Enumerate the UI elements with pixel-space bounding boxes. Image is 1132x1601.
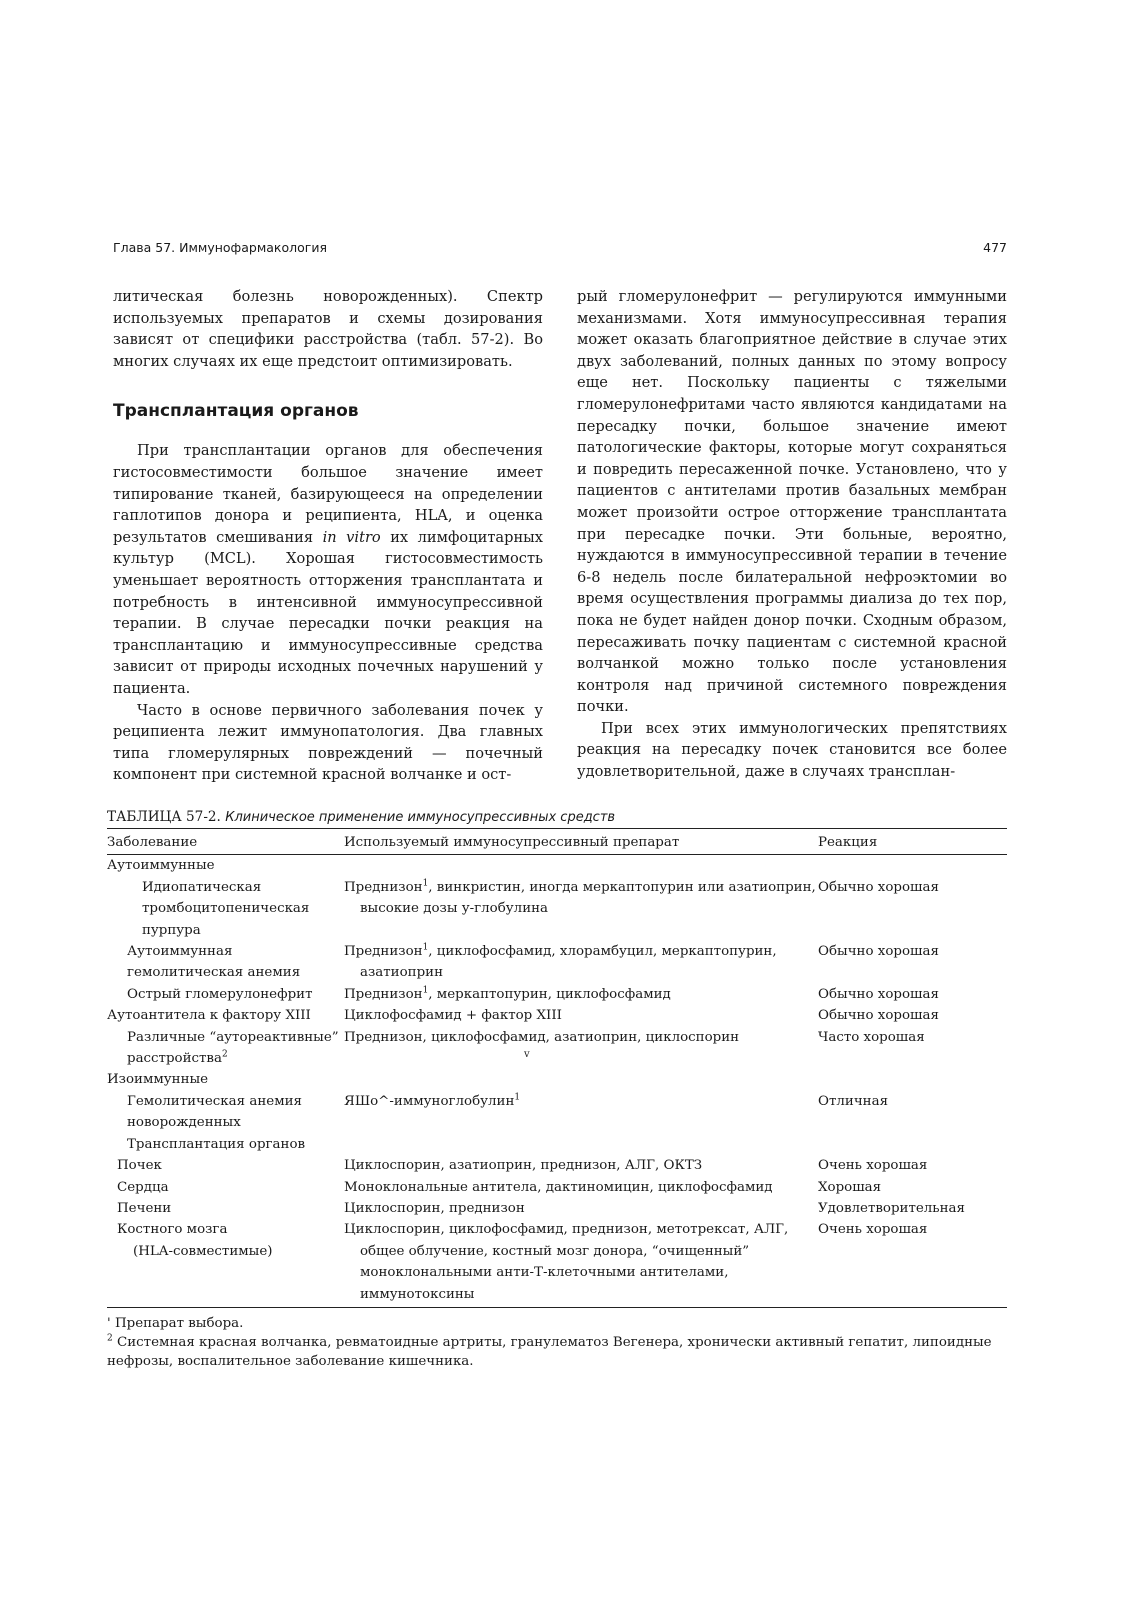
disease-subtext: (HLA-совместимые) xyxy=(133,1243,273,1259)
table-group-row xyxy=(107,855,1007,877)
drug-cell xyxy=(344,984,818,1005)
table-caption xyxy=(107,808,1007,827)
drug-cell: Моноклональные антитела, дактиномицин, циклофосфамид xyxy=(344,1179,773,1195)
footnote-mark: 2 xyxy=(107,1333,113,1344)
drug-cell xyxy=(344,877,818,941)
text-run: их лимфоцитарных культур (MCL). Хорошая гистосовместимость уменьшает вероятность отторжения трансплантата и потребность в интенсивной иммуносупрессивной терапии. В случае пересадки почки реакция на трансплантацию и иммуносупрессивные средства зависит от природы исходных почечных нарушений у пациента. xyxy=(113,528,544,697)
footnote-mark: 1 xyxy=(422,942,429,953)
response-cell: Обычно хорошая xyxy=(818,1008,939,1024)
drug-cell: Циклофосфамид + фактор XIII xyxy=(344,1008,562,1024)
footnote-mark: 1 xyxy=(514,1092,521,1103)
response-cell: Хорошая xyxy=(818,1179,882,1195)
drug-text: Преднизон xyxy=(344,944,423,960)
drug-cell xyxy=(344,1219,818,1307)
column-header: Используемый иммуносупрессивный препарат xyxy=(344,829,818,855)
table-row xyxy=(107,941,1007,984)
response-cell: Обычно хорошая xyxy=(818,944,939,960)
running-head xyxy=(113,240,1007,264)
stray-mark: v xyxy=(524,1049,530,1061)
disease-cell: Гемолитическая анемия новорожденных xyxy=(127,1093,302,1131)
footnote-text: Системная красная волчанка, ревматоидные артриты, гранулематоз Вегенера, хронически активный гепатит, липоидные нефрозы, воспалительное заболевание кишечника. xyxy=(107,1334,992,1369)
disease-cell: Острый гломерулонефрит xyxy=(127,986,313,1002)
footnote-text: Препарат выбора. xyxy=(110,1315,244,1331)
drug-text: , меркаптопурин, циклофосфамид xyxy=(428,986,671,1002)
paragraph: рый гломерулонефрит — регулируются иммунными механизмами. Хотя иммуносупрессивная терапия может оказать благоприятное действие в случае этих двух заболеваний, полных данных по этому вопросу еще нет. Поскольку пациенты с тяжелыми гломерулонефритами часто являются кандидатами на пересадку почки, большое значение имеют патологические факторы, которые могут сохраняться и повредить пересаженной почке. Установлено, что у пациентов с антителами против базальных мембран может произойти острое отторжение трансплантата при пересадке почки. Эти больные, вероятно, нуждаются в иммуносупрессивной терапии в течение 6-8 недель после билатеральной нефроэктомии во время осуществления программы диализа до тех пор, пока не будет найден донор почки. Сходным образом, пересаживать почку пациентам с системной красной волчанкой можно только после установления контроля над причиной системного повреждения почки. xyxy=(577,288,1007,716)
drug-text: , винкристин, иногда меркаптопурин или азатиоприн, высокие дозы у-глобулина xyxy=(360,879,816,917)
drug-cell xyxy=(344,1027,818,1070)
footnote-mark: 2 xyxy=(221,1049,228,1060)
footnote xyxy=(107,1314,1007,1333)
table-row xyxy=(107,1091,1007,1134)
response-cell: Удовлетворительная xyxy=(818,1200,965,1216)
table-row xyxy=(107,1005,1007,1026)
table-footnotes xyxy=(107,1314,1007,1371)
page-number: 477 xyxy=(983,240,1007,255)
disease-cell: Сердца xyxy=(117,1179,169,1195)
drug-text: Преднизон xyxy=(344,986,423,1002)
table-row xyxy=(107,984,1007,1005)
footnote xyxy=(107,1333,1007,1371)
disease-cell: Аутоиммунная гемолитическая анемия xyxy=(127,944,301,981)
table-row xyxy=(107,1177,1007,1198)
table-subgroup-row xyxy=(107,1134,1007,1155)
response-cell: Очень хорошая xyxy=(818,1219,1007,1307)
drug-cell xyxy=(344,1091,818,1134)
group-label: Изоиммунные xyxy=(107,1072,209,1088)
column-header: Реакция xyxy=(818,829,1007,855)
table-row xyxy=(107,1219,1007,1307)
table-row xyxy=(107,1155,1007,1176)
footnote-mark: ' xyxy=(107,1315,111,1331)
drug-text: ЯШо^-иммуноглобулин xyxy=(344,1093,515,1109)
drug-cell: Циклоспорин, азатиоприн, преднизон, АЛГ, ОКТЗ xyxy=(344,1158,703,1174)
table-block xyxy=(107,808,1007,1371)
drug-text: Циклоспорин, циклофосфамид, преднизон, метотрексат, АЛГ, общее облучение, костный мозг донора, “очищенный” моноклональными анти-Т-клеточными антителами, иммунотоксины xyxy=(344,1222,789,1302)
disease-cell: Почек xyxy=(117,1158,162,1174)
table-caption-label: ТАБЛИЦА 57-2. xyxy=(107,809,221,825)
drug-text: Преднизон xyxy=(344,879,423,895)
disease-text: Костного мозга xyxy=(117,1222,228,1238)
left-column xyxy=(113,286,543,786)
table-row xyxy=(107,1027,1007,1070)
text-run: При трансплантации органов для обеспечения гистосовместимости большое значение имеет типирование тканей, базирующееся на определении гаплотипов донора и реципиента, HLA, и оценка результатов смешивания xyxy=(113,442,543,546)
italic-term: in vitro xyxy=(322,528,381,546)
disease-cell: Идиопатическая тромбоцитопеническая пурпура xyxy=(142,879,310,938)
response-cell: Отличная xyxy=(818,1093,889,1109)
disease-cell: Печени xyxy=(117,1200,172,1216)
right-column xyxy=(577,286,1007,783)
table-group-row xyxy=(107,1069,1007,1090)
disease-text: Различные “аутореактивные” расстройства xyxy=(127,1029,339,1067)
section-heading: Трансплантация органов xyxy=(113,401,359,422)
disease-cell: Аутоантитела к фактору XIII xyxy=(107,1008,311,1024)
response-cell: Обычно хорошая xyxy=(818,986,939,1002)
disease-cell xyxy=(107,1027,344,1070)
footnote-mark: 1 xyxy=(422,878,429,889)
group-label: Аутоиммунные xyxy=(107,858,215,874)
response-cell: Обычно хорошая xyxy=(818,879,939,895)
column-header: Заболевание xyxy=(107,829,344,855)
chapter-title: Глава 57. Иммунофармакология xyxy=(113,240,327,255)
paragraph: При всех этих иммунологических препятствиях реакция на пересадку почек становится все более удовлетворительной, даже в случаях трансплан- xyxy=(577,719,1007,781)
table-caption-title: Клиническое применение иммуносупрессивных средств xyxy=(225,810,616,825)
table-row xyxy=(107,877,1007,941)
response-cell: Очень хорошая xyxy=(818,1158,928,1174)
paragraph: Часто в основе первичного заболевания почек у реципиента лежит иммунопатология. Два главных типа гломерулярных повреждений — почечный компонент при системной красной волчанке и ост- xyxy=(113,701,543,784)
paragraph: литическая болезнь новорожденных). Спектр используемых препаратов и схемы дозирования зависят от специфики расстройства (табл. 57-2). Во многих случаях их еще предстоит оптимизировать. xyxy=(113,288,543,370)
footnote-mark: 1 xyxy=(422,985,429,996)
subgroup-label: Трансплантация органов xyxy=(127,1136,306,1152)
table-row xyxy=(107,1198,1007,1219)
drug-text: , циклофосфамид, хлорамбуцил, меркаптопурин, азатиоприн xyxy=(360,944,777,981)
paragraph xyxy=(113,440,543,699)
drug-cell: Циклоспорин, преднизон xyxy=(344,1200,525,1216)
drug-text: Преднизон, циклофосфамид, азатиоприн, циклоспорин xyxy=(344,1029,740,1045)
table-header-row xyxy=(107,829,1007,855)
drug-cell xyxy=(344,941,818,984)
response-cell: Часто хорошая xyxy=(818,1029,925,1045)
drug-table xyxy=(107,828,1007,1308)
disease-cell xyxy=(107,1219,344,1307)
